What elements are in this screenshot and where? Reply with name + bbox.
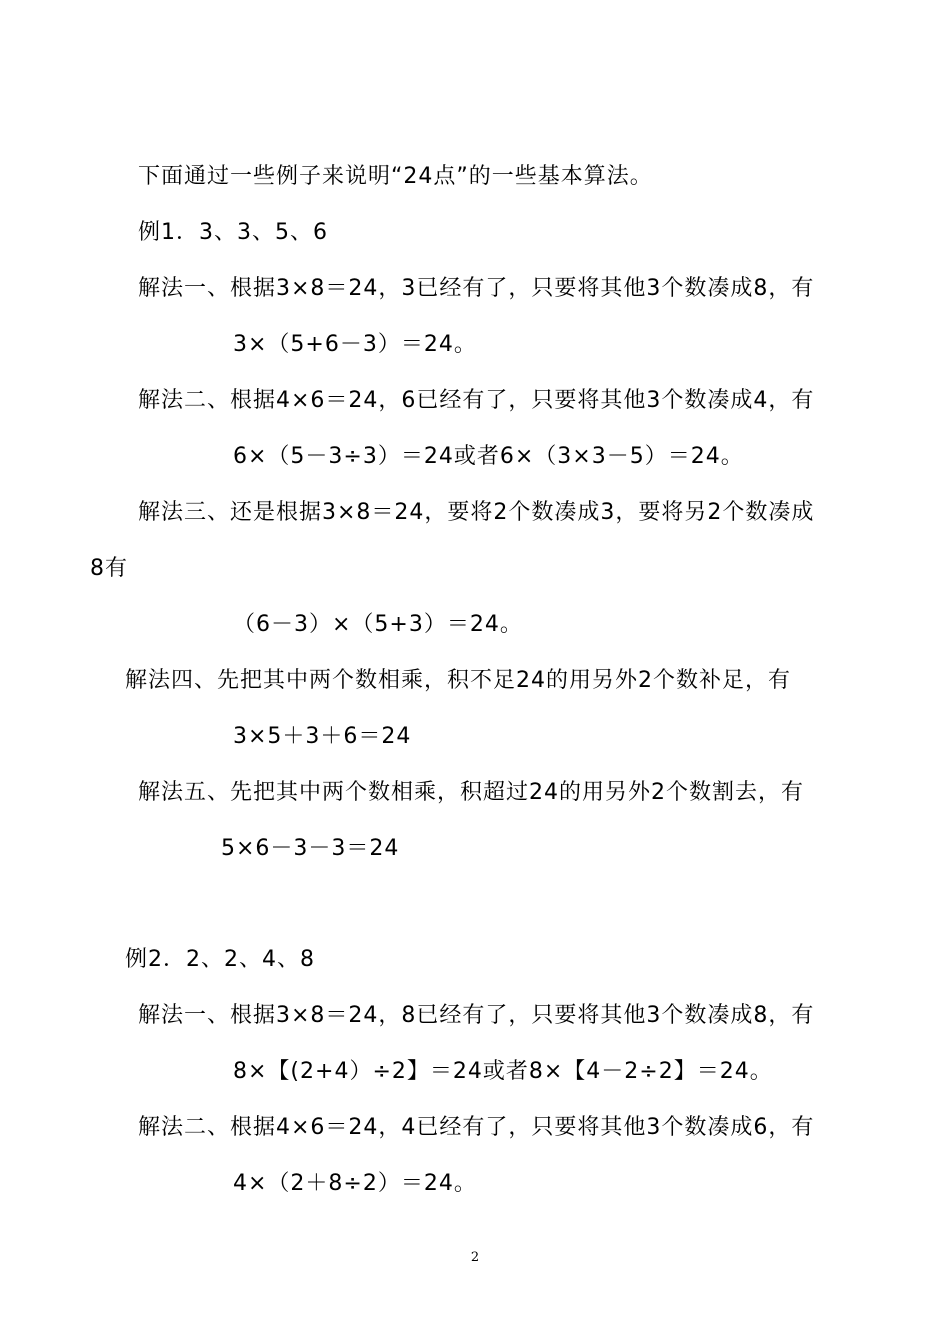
example1-method1-formula: 3×（5+6－3）＝24。 bbox=[233, 332, 477, 357]
example1-title: 例1．3、3、5、6 bbox=[138, 220, 328, 245]
example2-method1-text: 解法一、根据3×8＝24，8已经有了，只要将其他3个数凑成8，有 bbox=[138, 1003, 815, 1028]
example1-method1-text: 解法一、根据3×8＝24，3已经有了，只要将其他3个数凑成8，有 bbox=[138, 276, 815, 301]
example2-method1-formula: 8×【(2+4）÷2】＝24或者8×【4－2÷2】＝24。 bbox=[233, 1059, 773, 1084]
example1-method3-formula: （6－3）×（5+3）＝24。 bbox=[233, 612, 523, 637]
intro-paragraph: 下面通过一些例子来说明“24点”的一些基本算法。 bbox=[138, 164, 653, 189]
example1-method3-text-cont: 8有 bbox=[90, 556, 128, 581]
example2-method2-text: 解法二、根据4×6＝24，4已经有了，只要将其他3个数凑成6，有 bbox=[138, 1115, 815, 1140]
example1-method5-formula: 5×6－3－3＝24 bbox=[221, 836, 400, 861]
example2-method2-formula: 4×（2＋8÷2）＝24。 bbox=[233, 1171, 477, 1196]
example1-method5-text: 解法五、先把其中两个数相乘，积超过24的用另外2个数割去，有 bbox=[138, 780, 804, 805]
example1-method3-text: 解法三、还是根据3×8＝24，要将2个数凑成3，要将另2个数凑成 bbox=[138, 500, 815, 525]
example2-title: 例2．2、2、4、8 bbox=[125, 947, 315, 972]
page-number: 2 bbox=[470, 1250, 480, 1265]
example1-method4-formula: 3×5＋3＋6＝24 bbox=[233, 724, 412, 749]
example1-method2-text: 解法二、根据4×6＝24，6已经有了，只要将其他3个数凑成4，有 bbox=[138, 388, 815, 413]
example1-method4-text: 解法四、先把其中两个数相乘，积不足24的用另外2个数补足，有 bbox=[125, 668, 791, 693]
example1-method2-formula: 6×（5－3÷3）＝24或者6×（3×3－5）＝24。 bbox=[233, 444, 744, 469]
